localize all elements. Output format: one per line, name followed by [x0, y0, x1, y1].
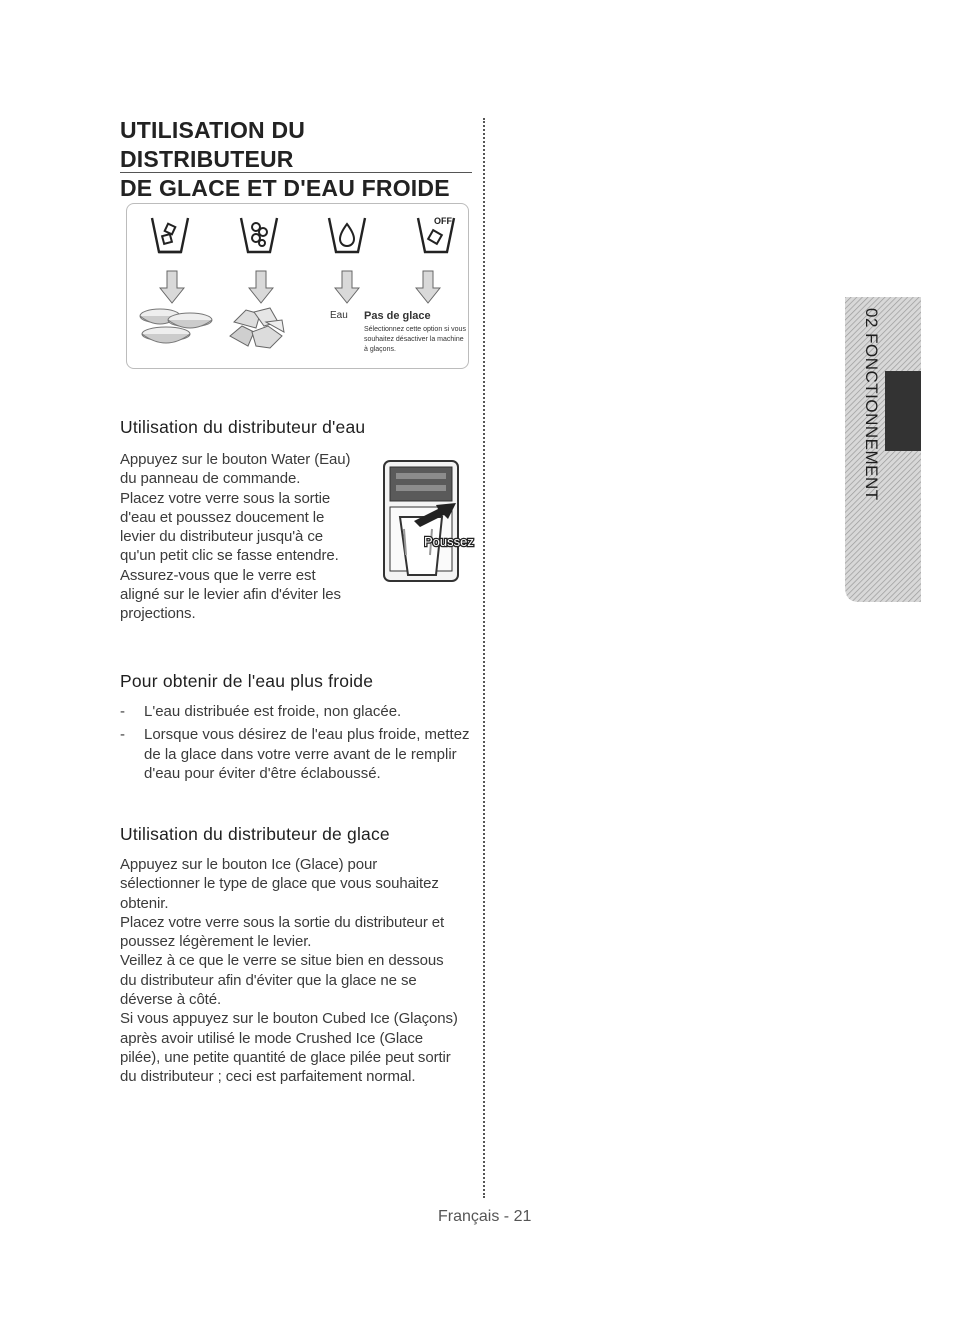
text-line: qu'un petit clic se fasse entendre.	[120, 547, 339, 565]
text-line: du panneau de commande.	[120, 470, 301, 488]
title-line-2: DE GLACE ET D'EAU FROIDE	[120, 175, 450, 201]
list-item-text: L'eau distribuée est froide, non glacée.	[144, 703, 402, 720]
text-line: Si vous appuyez sur le bouton Cubed Ice (Glaçons)	[120, 1010, 458, 1028]
column-divider	[483, 118, 485, 1198]
page-number: Français - 21	[438, 1208, 532, 1225]
no-ice-mode-label: Pas de glace	[364, 310, 431, 322]
water-cup-icon	[325, 212, 369, 258]
push-label	[424, 533, 484, 551]
water-dispenser-heading: Utilisation du distributeur d'eau	[120, 417, 366, 437]
text-line: du distributeur afin d'éviter que la glace ne se	[120, 971, 417, 989]
down-arrow-icon	[334, 270, 360, 304]
title-line-1: UTILISATION DU DISTRIBUTEUR	[120, 117, 306, 172]
no-ice-mode-note: Sélectionnez cette option si vous souhaitez désactiver la machine à glaçons.	[364, 326, 466, 353]
text-line: Veillez à ce que le verre se situe bien en dessous	[120, 952, 444, 970]
text-line: pilée), une petite quantité de glace pilée peut sortir	[120, 1048, 451, 1066]
text-line: Appuyez sur le bouton Water (Eau)	[120, 451, 351, 468]
title-underline	[120, 172, 472, 173]
chapter-tab-label: 02 FONCTIONNEMENT	[862, 308, 881, 501]
list-item: - L'eau distribuée est froide, non glacée.	[120, 703, 402, 720]
text-line: d'eau et poussez doucement le	[120, 508, 325, 526]
down-arrow-icon	[248, 270, 274, 304]
down-arrow-icon	[159, 270, 185, 304]
colder-water-heading: Pour obtenir de l'eau plus froide	[120, 671, 374, 691]
text-line: poussez légèrement le levier.	[120, 933, 312, 951]
crushed-ice-illustration	[226, 302, 288, 354]
text-line: après avoir utilisé le mode Crushed Ice (Glace	[120, 1029, 424, 1047]
ice-cubes-illustration	[138, 300, 218, 356]
cubed-ice-cup-icon	[148, 212, 192, 258]
colder-water-list	[120, 702, 480, 787]
water-mode-label: Eau	[330, 310, 348, 321]
list-item-text: Lorsque vous désirez de l'eau plus froide, mettez de la glace dans votre verre avant de le remplir d'eau pour éviter d'être éclaboussé.	[144, 726, 470, 782]
ice-off-cup-icon	[414, 212, 458, 258]
push-label-text: Poussez	[424, 534, 474, 549]
crushed-ice-cup-icon	[237, 212, 281, 258]
text-line: déverse à côté.	[120, 991, 222, 1009]
text-line: Assurez-vous que le verre est	[120, 566, 316, 584]
text-line: aligné sur le levier afin d'éviter les	[120, 586, 341, 604]
text-line: Placez votre verre sous la sortie	[120, 489, 331, 507]
text-line: levier du distributeur jusqu'à ce	[120, 528, 324, 546]
text-line: du distributeur ; ceci est parfaitement normal.	[120, 1068, 416, 1086]
ice-dispenser-heading: Utilisation du distributeur de glace	[120, 824, 390, 844]
text-line: Placez votre verre sous la sortie du distributeur et	[120, 913, 445, 931]
ice-dispenser-text	[120, 855, 480, 1087]
list-item: - Lorsque vous désirez de l'eau plus froide, mettez de la glace dans votre verre avant de le remplir d'eau pour éviter d'être éclaboussé.	[120, 726, 470, 782]
text-line: Appuyez sur le bouton Ice (Glace) pour	[120, 856, 378, 873]
page-title	[120, 116, 476, 203]
text-line: obtenir.	[120, 894, 169, 912]
down-arrow-icon	[415, 270, 441, 304]
water-dispenser-text	[120, 450, 370, 624]
text-line: sélectionner le type de glace que vous souhaitez	[120, 875, 439, 893]
text-line: projections.	[120, 605, 196, 623]
water-dispenser-illustration	[378, 455, 480, 595]
off-label: OFF	[434, 216, 452, 226]
